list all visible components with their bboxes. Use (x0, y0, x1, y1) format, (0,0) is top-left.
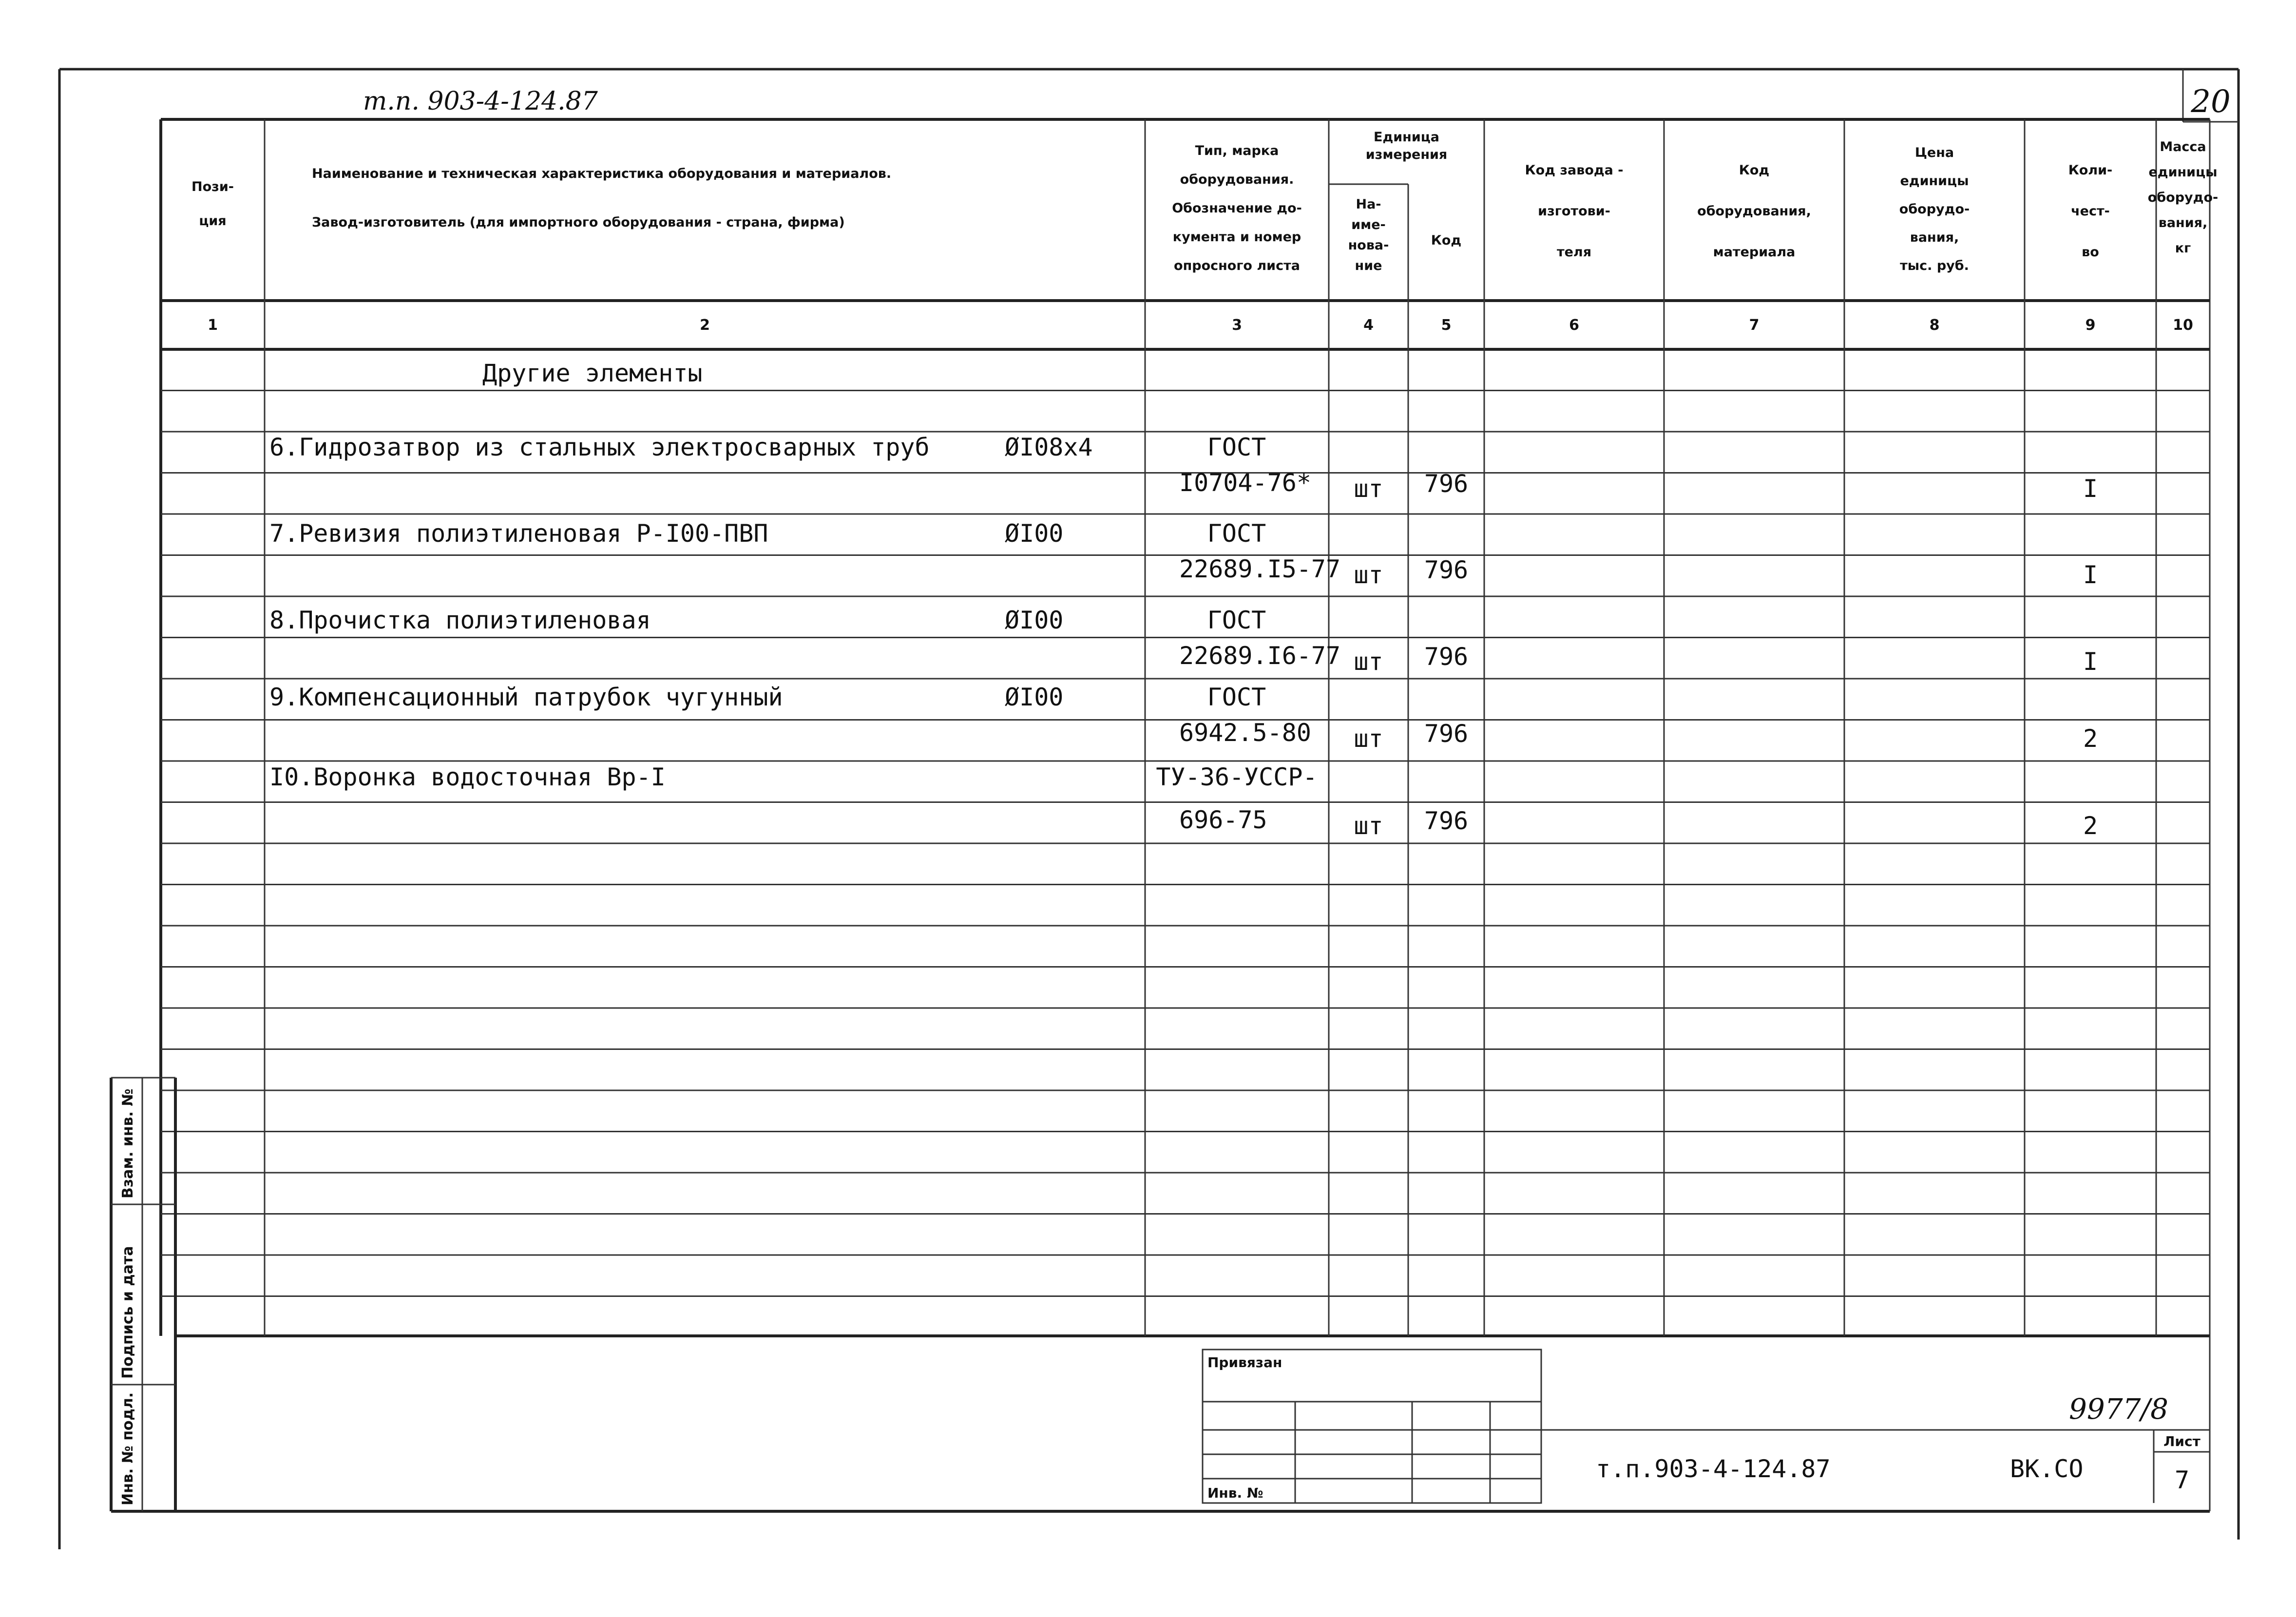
item-doc-line1: ГОСТ (1207, 519, 1266, 548)
inv-label: Инв. № (1207, 1485, 1263, 1501)
header-price: единицы (1900, 173, 1969, 189)
column-number: 8 (1929, 317, 1940, 334)
item-doc-line2: 6942.5-80 (1179, 719, 1311, 747)
side-stamp (111, 1078, 2210, 1511)
header-quantity: Коли- (2068, 163, 2113, 178)
item-doc-line1: ГОСТ (1207, 433, 1266, 461)
header-unit-name: нова- (1348, 238, 1389, 253)
item-size: ØI00 (1005, 519, 1064, 548)
header-type: опросного листа (1174, 258, 1300, 273)
item-name: 6.Гидрозатвор из стальных электросварных труб (269, 433, 930, 461)
header-unit-group: Единица (1374, 130, 1439, 145)
item-unit-code: 796 (1424, 643, 1469, 671)
table-row (269, 433, 2098, 503)
header-unit-name: На- (1356, 197, 1381, 212)
header-unit-name: ние (1355, 258, 1382, 273)
header-quantity: во (2082, 245, 2099, 260)
side-label-podpis: Подпись и дата (119, 1246, 136, 1379)
side-label-vzam: Взам. инв. № (119, 1088, 136, 1198)
item-name: I0.Воронка водосточная Вр-I (269, 763, 666, 791)
binding-stamp (1203, 1350, 1541, 1503)
items-list (269, 433, 2098, 840)
doc-code: т.п.903-4-124.87 (1596, 1455, 1831, 1483)
header-equipment-code: материала (1713, 245, 1796, 260)
sheet-value: 7 (2174, 1466, 2190, 1494)
column-number: 6 (1569, 317, 1579, 334)
item-unit-code: 796 (1424, 470, 1469, 498)
bound-label: Привязан (1207, 1354, 1282, 1370)
item-name: 9.Компенсационный патрубок чугунный (269, 683, 783, 711)
item-unit: шт (1354, 812, 1383, 840)
item-unit-code: 796 (1424, 556, 1469, 584)
item-unit: шт (1354, 561, 1383, 589)
handwritten-number: 9977/8 (2068, 1392, 2168, 1426)
item-doc-line1: ТУ-36-УССР- (1156, 763, 1318, 791)
item-unit: шт (1354, 724, 1383, 753)
item-doc-line1: ГОСТ (1207, 683, 1266, 711)
outer-frame (59, 69, 2239, 1549)
title-block (1541, 1392, 2210, 1503)
table-row (269, 519, 2098, 589)
column-number: 5 (1441, 317, 1452, 334)
header-mass: вания, (2158, 215, 2208, 230)
item-doc-line2: 22689.I6-77 (1179, 642, 1341, 670)
column-number: 3 (1232, 317, 1242, 334)
header-unit-code: Код (1431, 233, 1462, 248)
table-row (269, 606, 2098, 676)
header-price: Цена (1914, 145, 1954, 160)
item-doc-line2: 22689.I5-77 (1179, 555, 1341, 583)
header-factory-code: изготови- (1538, 204, 1610, 219)
header-price: тыс. руб. (1900, 258, 1969, 273)
header-name: Завод-изготовитель (для импортного оборудования - страна, фирма) (312, 215, 845, 230)
table-header (191, 130, 2218, 273)
item-name: 8.Прочистка полиэтиленовая (269, 606, 651, 634)
item-doc-line1: ГОСТ (1207, 606, 1266, 634)
page-number: 20 (2191, 84, 2231, 120)
item-name: 7.Ревизия полиэтиленовая Р-I00-ПВП (269, 519, 768, 548)
item-unit-code: 796 (1424, 807, 1469, 835)
item-size: ØI00 (1005, 606, 1064, 634)
header-mass: кг (2175, 241, 2191, 256)
header-type: оборудования. (1180, 172, 1294, 187)
header-name: Наименование и техническая характеристика оборудования и материалов. (312, 166, 892, 181)
column-number: 7 (1749, 317, 1760, 334)
header-price: вания, (1910, 230, 1959, 245)
top-code: т.п. 903-4-124.87 (363, 87, 598, 116)
item-size: ØI08x4 (1005, 433, 1093, 461)
header-type: Обозначение до- (1172, 201, 1302, 216)
item-quantity: I (2083, 475, 2098, 503)
column-number: 10 (2173, 317, 2193, 334)
column-numbers-row (208, 317, 2193, 334)
header-type: Тип, марка (1195, 143, 1279, 158)
header-type: кумента и номер (1172, 229, 1301, 245)
doc-mark: ВК.СО (2010, 1455, 2084, 1483)
header-equipment-code: Код (1739, 163, 1770, 178)
item-quantity: I (2083, 561, 2098, 589)
header-unit-group: измерения (1365, 147, 1448, 162)
header-mass: оборудо- (2147, 190, 2219, 205)
header-position: ция (199, 213, 227, 228)
column-number: 1 (208, 317, 218, 334)
page-number-box (2183, 69, 2239, 122)
item-unit: шт (1354, 475, 1383, 503)
item-size: ØI00 (1005, 683, 1064, 711)
item-doc-line2: 696-75 (1179, 806, 1267, 834)
sheet-label: Лист (2163, 1433, 2200, 1449)
table-row (269, 683, 2098, 753)
item-quantity: 2 (2083, 812, 2098, 840)
column-number: 2 (700, 317, 710, 334)
item-quantity: 2 (2083, 724, 2098, 753)
header-mass: единицы (2148, 165, 2218, 180)
item-unit: шт (1354, 647, 1383, 676)
header-unit-name: име- (1351, 217, 1386, 232)
item-quantity: I (2083, 647, 2098, 676)
header-factory-code: теля (1556, 245, 1592, 260)
header-price: оборудо- (1899, 202, 1970, 217)
section-title: Другие элементы (482, 359, 703, 387)
header-quantity: чест- (2071, 204, 2110, 219)
item-unit-code: 796 (1424, 720, 1469, 748)
header-mass: Масса (2160, 139, 2206, 154)
side-label-inv-podl: Инв. № подл. (119, 1392, 136, 1505)
column-number: 9 (2085, 317, 2096, 334)
header-position: Пози- (191, 179, 234, 194)
header-factory-code: Код завода - (1525, 163, 1624, 178)
item-doc-line2: I0704-76* (1179, 469, 1311, 497)
column-number: 4 (1363, 317, 1374, 334)
header-equipment-code: оборудования, (1697, 204, 1811, 219)
